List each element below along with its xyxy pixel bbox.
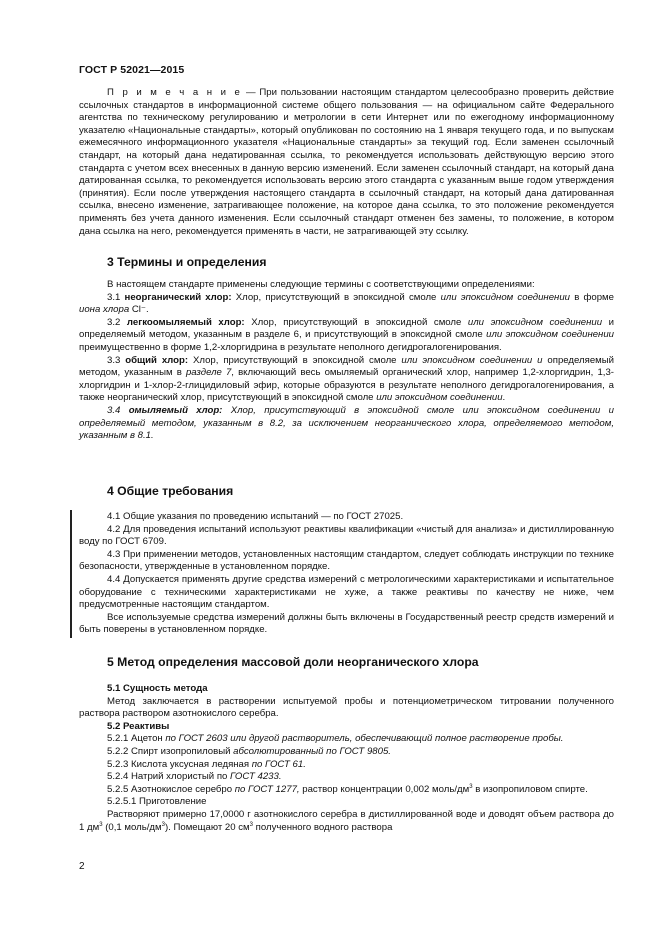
section-3-intro: В настоящем стандарте применены следующие термины с соответствующими определениями: bbox=[107, 279, 535, 290]
note-text: — При пользовании настоящим стандартом целесообразно проверить действие ссылочных стандартов в информационной системе общего пользования — на официальном сайте Федерального агентства по техническому регулированию и метрологии в сети Интернет или по ежегодному информационному указателю «Национальные стандарты», который опубликован по состоянию на 1 января текущего года, и по выпускам ежемесячного информационного указателя «Национальные стандарты» за текущий год. Если заменен ссылочный стандарт, на который дана недатированная ссылка, то рекомендуется использовать действующую версию этого стандарта с учетом всех внесенных в данную версию изменений. Если заменен ссылочный стандарт, на который дана датированная ссылка, то рекомендуется использовать версию этого стандарта с указанным выше годом утверждения (принятия). Если после утверждения настоящего стандарта в ссылочный стандарт, на который дана датированная ссылка, внесено изменение, затрагивающее положение, на которое дана ссылка, то это положение рекомендуется применять без учета данного изменения. Если ссылочный стандарт отменен без замены, то положение, в котором дана ссылка на него, рекомендуется применять в части, не затрагивающей эту ссылку. bbox=[79, 87, 614, 237]
reagent-5-2-2: 5.2.2 Спирт изопропиловый абсолютированный по ГОСТ 9805. bbox=[107, 745, 391, 757]
section-5-body bbox=[79, 683, 614, 834]
reagent-5-2-5: 5.2.5 Азотнокислое серебро по ГОСТ 1277, раствор концентрации 0,002 моль/$дм^3$ в изопропиловом спирте. bbox=[107, 783, 588, 795]
section-3-title: 3 Термины и определения bbox=[107, 255, 267, 269]
reagent-5-2-1: 5.2.1 Ацетон по ГОСТ 2603 или другой растворитель, обеспечивающий полное растворение пробы. bbox=[107, 733, 564, 745]
page-number: 2 bbox=[79, 861, 85, 872]
section-4-body bbox=[79, 511, 614, 637]
document-header: ГОСТ Р 52021—2015 bbox=[79, 64, 185, 76]
section-3-body bbox=[79, 279, 614, 443]
reagent-5-2-5-1: 5.2.5.1 Приготовление bbox=[107, 796, 207, 808]
note-label: П р и м е ч а н и е bbox=[107, 87, 243, 98]
change-margin-bar bbox=[70, 510, 72, 638]
subsection-5-1-title: 5.1 Сущность метода bbox=[107, 683, 208, 694]
section-4-title: 4 Общие требования bbox=[107, 484, 234, 498]
para-4-4: 4.4 Допускается применять другие средства измерений с метрологическими характеристиками и испытательное оборудование с техническими характеристиками не хуже, а также реактивы по качеству не ниже, чем предусмотренные настоящим стандартом. bbox=[79, 573, 614, 611]
subsection-5-1-text: Метод заключается в растворении испытуемой пробы и потенциометрическом титровании полученного раствора раствором азотнокислого серебра. bbox=[79, 695, 614, 720]
reagent-5-2-3: 5.2.3 Кислота уксусная ледяная по ГОСТ 61. bbox=[107, 758, 306, 770]
para-4-1: 4.1 Общие указания по проведению испытаний — по ГОСТ 27025. bbox=[107, 511, 404, 522]
term-3-2: 3.2 легкоомыляемый хлор: Хлор, присутствующий в эпоксидной смоле или эпоксидном соединении и определяемый методом, указанным в разделе 6, и присутствующий в эпоксидной смоле или эпоксидном соединении преимущественно в форме 1,2-хлоргидрина в результате неполного дегидрогалогенирования. bbox=[79, 316, 615, 353]
section-5-title: 5 Метод определения массовой доли неорганического хлора bbox=[107, 655, 479, 669]
para-4-2: 4.2 Для проведения испытаний используют реактивы квалификации «чистый для анализа» и дистиллированную воду по ГОСТ 6709. bbox=[79, 523, 614, 548]
subsection-5-2-title: 5.2 Реактивы bbox=[107, 720, 170, 732]
note-paragraph bbox=[79, 87, 614, 238]
term-3-1: 3.1 неорганический хлор: Хлор, присутствующий в эпоксидной смоле или эпоксидном соединении в форме иона хлора Cl⁻. bbox=[79, 291, 614, 316]
reagent-5-2-4: 5.2.4 Натрий хлористый по ГОСТ 4233. bbox=[107, 771, 282, 783]
para-4-5: Все используемые средства измерений должны быть включены в Государственный реестр средств измерений и быть поверены в установленном порядке. bbox=[79, 611, 614, 636]
preparation-text: Растворяют примерно 17,0000 г азотнокислого серебра в дистиллированной воде и доводят объем раствора до 1 $дм^3$ (0,1 моль/$дм^3$). Помещают 20 $см^3$ полученного водного раствора bbox=[79, 808, 614, 833]
term-3-3: 3.3 общий хлор: Хлор, присутствующий в эпоксидной смоле или эпоксидном соединении и определяемый методом, указанным в разделе 7, включающий весь омыляемый органический хлор, например 1,2-хлоргидрин, 1,3-хлоргидрин и 1-хлор-2-глицидиловый эфир, которые образуются в результате неполного дегидрогалогенирования, а также неорганический хлор, присутствующий в эпоксидной смоле или эпоксидном соединении. bbox=[79, 354, 615, 404]
para-4-3: 4.3 При применении методов, установленных настоящим стандартом, следует соблюдать инструкции по технике безопасности, утвержденные в установленном порядке. bbox=[79, 548, 614, 573]
term-3-4: 3.4 омыляемый хлор: Хлор, присутствующий в эпоксидной смоле или эпоксидном соединении и определяемый методом, указанным в 8.2, за исключением неорганического хлора, определяемого методом, указанным в 8.1. bbox=[79, 404, 614, 442]
